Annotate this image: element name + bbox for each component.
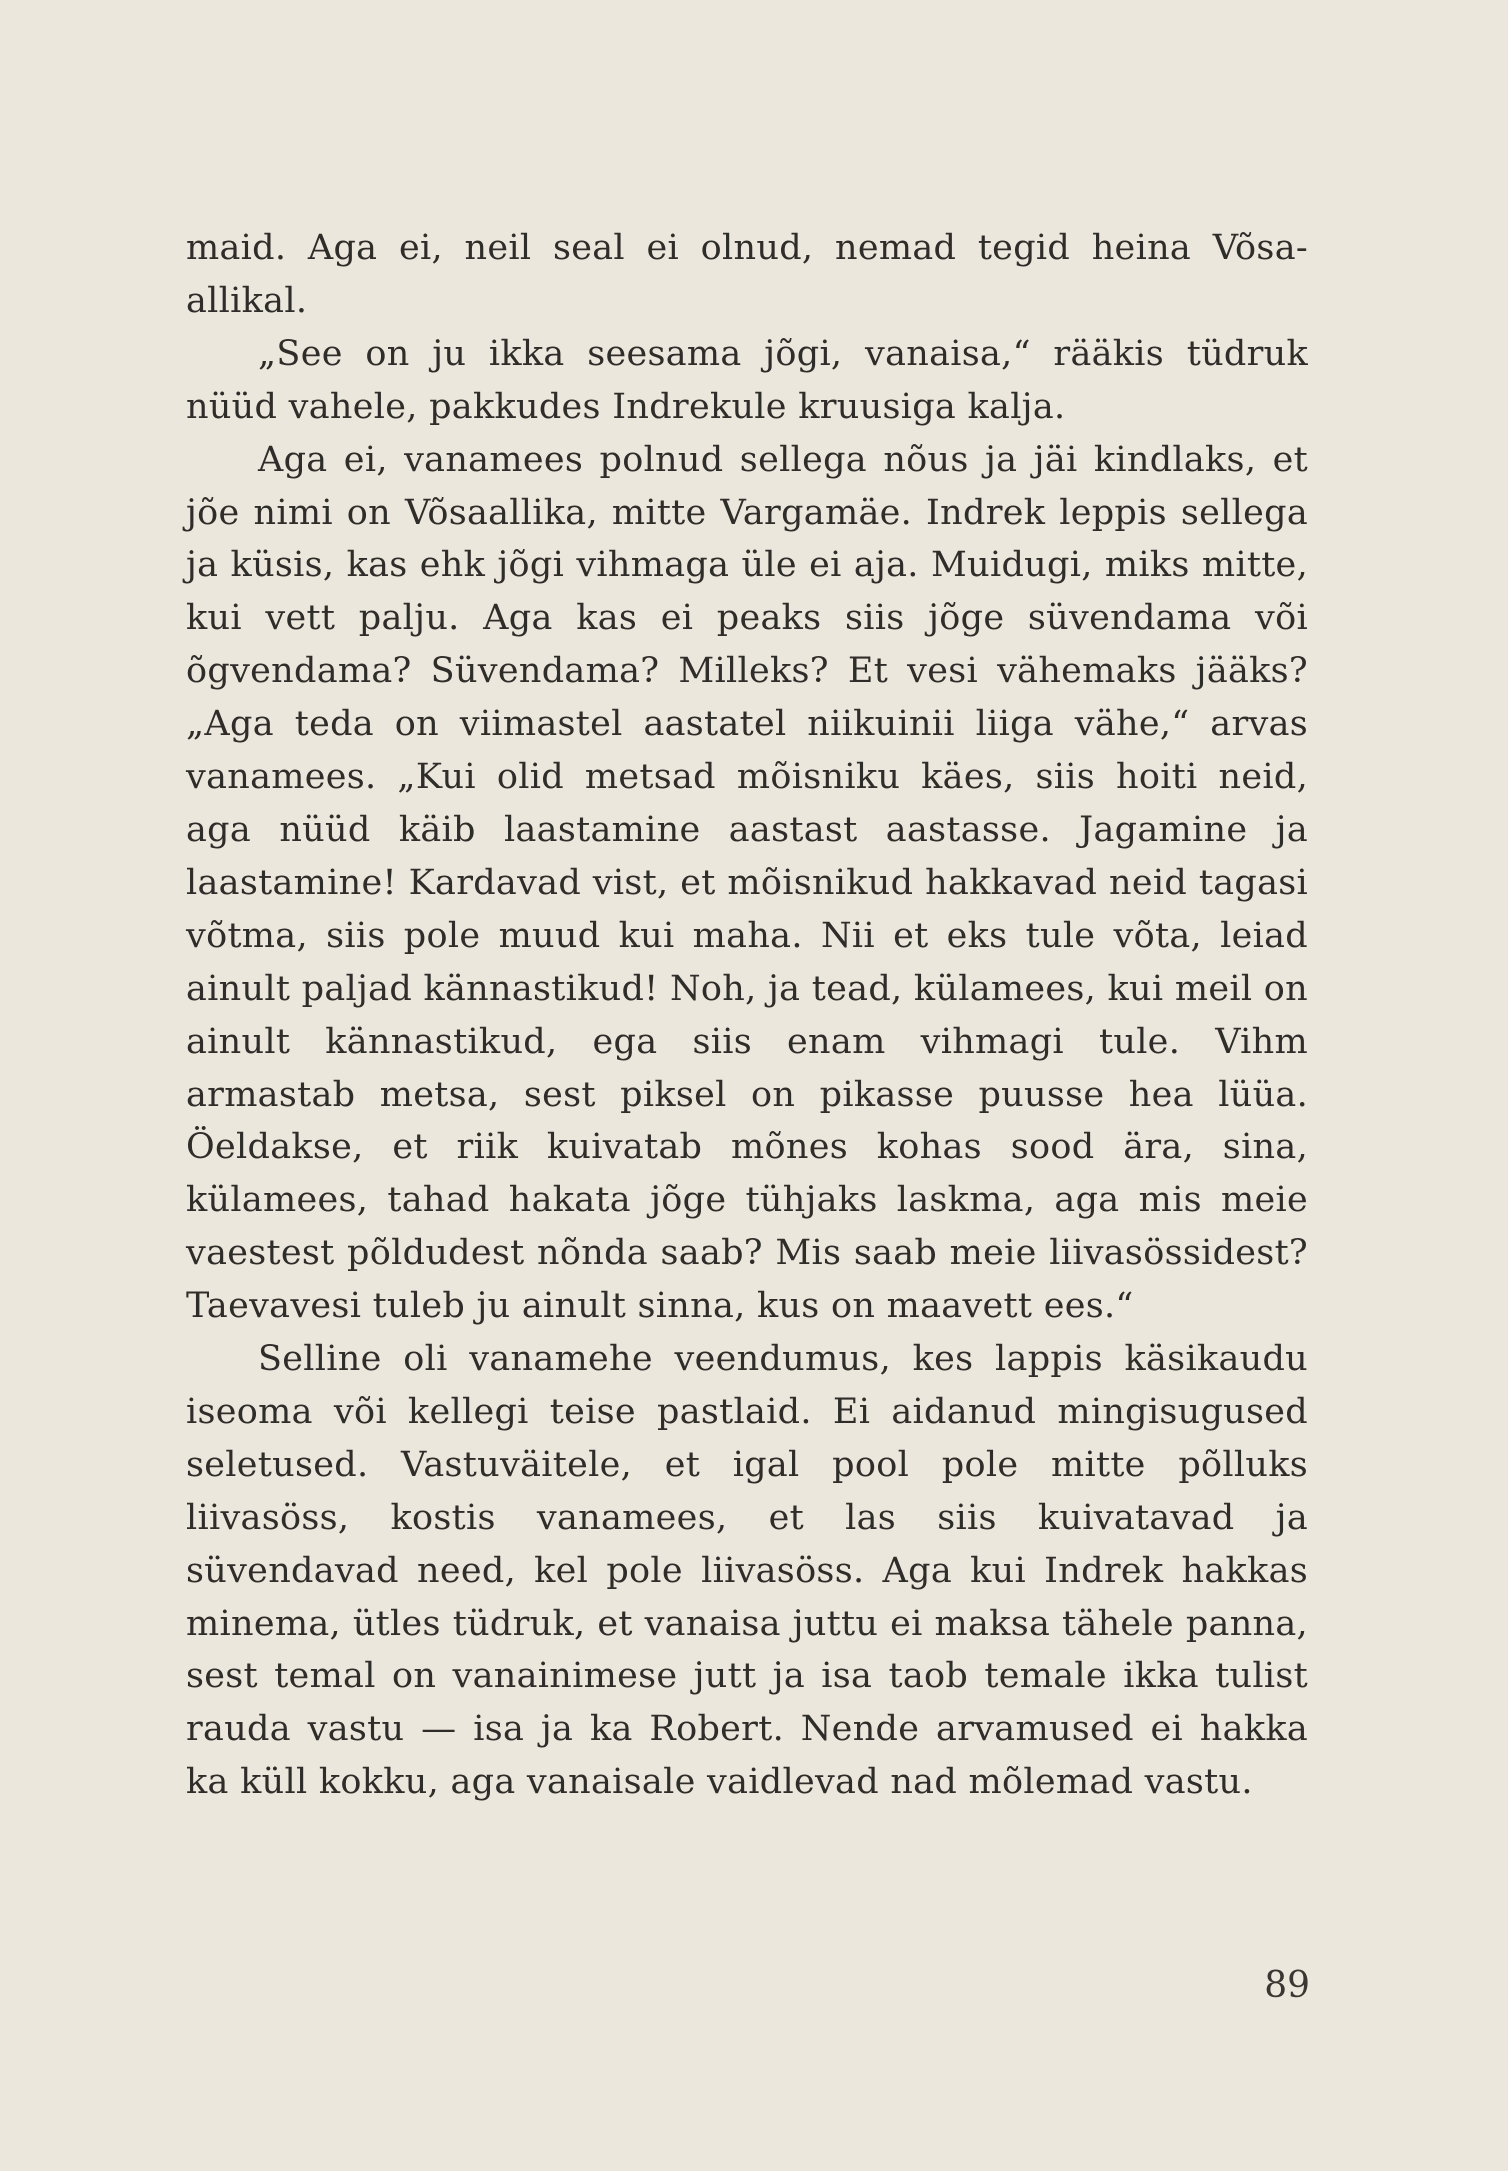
paragraph-2: „See on ju ikka seesama jõgi, vanaisa,“ rääkis tüdruk nüüd vahele, pakkudes Indrekule kruusiga kalja. [186,333,1308,427]
paragraph-1: maid. Aga ei, neil seal ei olnud, nemad tegid heina Võsa-allikal. [186,228,1308,321]
paragraph-3: Aga ei, vanamees polnud sellega nõus ja jäi kindlaks, et jõe nimi on Võsaallika, mitte Vargamäe. Indrek leppis sellega ja küsis, kas ehk jõgi vihmaga üle ei aja. Muidugi, miks mitte, kui vett palju. Aga kas ei peaks siis jõge süvendama või õgvendama? Süvendama? Milleks? Et vesi vähemaks jääks? „Aga teda on viimastel aastatel niikuinii liiga vähe,“ arvas vanamees. „Kui olid metsad mõisniku käes, siis hoiti neid, aga nüüd käib laastamine aastast aastasse. Jagamine ja laastamine! Kardavad vist, et mõisnikud hakkavad neid tagasi võtma, siis pole muud kui maha. Nii et eks tule võta, leiad ainult paljad kännastikud! Noh, ja tead, külamees, kui meil on ainult kännastikud, ega siis enam vihmagi tule. Vihm armastab metsa, sest piksel on pikasse puusse hea lüüa. Öeldakse, et riik kuivatab mõnes kohas sood ära, sina, külamees, tahad hakata jõge tühjaks laskma, aga mis meie vaestest põldudest nõnda saab? Mis saab meie liivasössidest? Taevavesi tuleb ju ainult sinna, kus on maavett ees.“ [186,439,1308,1327]
paragraph-4: Selline oli vanamehe veendumus, kes lappis käsikaudu iseoma või kellegi teise pastlaid. Ei aidanud mingisugused seletused. Vastuväitele, et igal pool pole mitte põlluks liivasöss, kostis vanamees, et las siis kuivatavad ja süvendavad need, kel pole liivasöss. Aga kui Indrek hakkas minema, ütles tüdruk, et vanaisa juttu ei maksa tähele panna, sest temal on vanainimese jutt ja isa taob temale ikka tulist rauda vastu — isa ja ka Robert. Nende arvamused ei hakka ka küll kokku, aga vanaisale vaidlevad nad mõlemad vastu. [186,1339,1308,1803]
body-text [186,222,1308,1809]
page-number: 89 [1264,1965,1310,2006]
